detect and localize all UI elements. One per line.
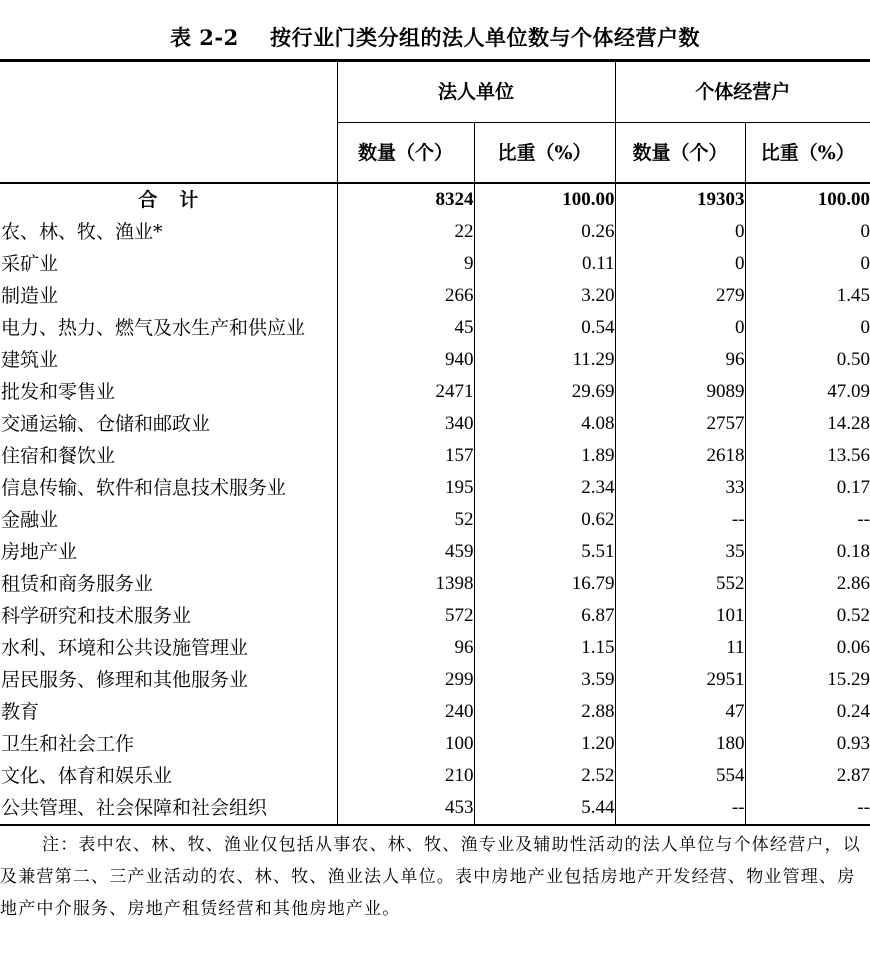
- table-row: [0, 280, 870, 312]
- industry-label: 教育: [1, 701, 40, 723]
- individual-share-cell: --: [745, 504, 870, 536]
- industry-label: 电力、热力、燃气及水生产和供应业: [1, 317, 306, 339]
- table-row: [0, 312, 870, 344]
- table-row: [0, 792, 870, 825]
- individual-count-cell: 96: [615, 344, 745, 376]
- legal-count-cell: 453: [337, 792, 474, 825]
- individual-count-cell: 0: [615, 248, 745, 280]
- table-title: 表 2-2 按行业门类分组的法人单位数与个体经营户数: [170, 25, 700, 50]
- individual-count-cell: 279: [615, 280, 745, 312]
- industry-label: 居民服务、修理和其他服务业: [1, 669, 249, 691]
- total-legal-count: 8324: [337, 183, 474, 216]
- legal-count-cell: 2471: [337, 376, 474, 408]
- table-row: [0, 216, 870, 248]
- individual-count-cell: 0: [615, 312, 745, 344]
- individual-count-cell: 101: [615, 600, 745, 632]
- table-body: [0, 183, 870, 825]
- legal-share-cell: 0.26: [474, 216, 615, 248]
- legal-share-cell: 29.69: [474, 376, 615, 408]
- individual-count-cell: 552: [615, 568, 745, 600]
- table-row: [0, 760, 870, 792]
- table-row: [0, 536, 870, 568]
- industry-label: 科学研究和技术服务业: [1, 605, 192, 627]
- legal-count-cell: 240: [337, 696, 474, 728]
- table-row: [0, 376, 870, 408]
- individual-count-cell: --: [615, 792, 745, 825]
- legal-share-cell: 0.62: [474, 504, 615, 536]
- industry-label: 卫生和社会工作: [1, 733, 135, 755]
- table-group-header-row: [0, 61, 870, 123]
- legal-count-cell: 22: [337, 216, 474, 248]
- individual-share-cell: 2.86: [745, 568, 870, 600]
- individual-count-cell: 180: [615, 728, 745, 760]
- legal-count-cell: 266: [337, 280, 474, 312]
- group-header-individual-households: 个体经营户: [615, 61, 870, 123]
- legal-count-cell: 459: [337, 536, 474, 568]
- legal-count-cell: 52: [337, 504, 474, 536]
- legal-count-cell: 9: [337, 248, 474, 280]
- legal-share-cell: 5.51: [474, 536, 615, 568]
- table-row: [0, 344, 870, 376]
- table-row: [0, 632, 870, 664]
- individual-count-cell: 554: [615, 760, 745, 792]
- industry-label: 房地产业: [1, 541, 78, 563]
- individual-count-cell: 9089: [615, 376, 745, 408]
- legal-count-cell: 195: [337, 472, 474, 504]
- legal-count-cell: 96: [337, 632, 474, 664]
- industry-label: 制造业: [1, 285, 59, 307]
- industry-label: 建筑业: [1, 349, 59, 371]
- individual-count-cell: 2951: [615, 664, 745, 696]
- legal-share-cell: 3.59: [474, 664, 615, 696]
- table-row: [0, 408, 870, 440]
- individual-share-cell: 0.18: [745, 536, 870, 568]
- legal-share-cell: 1.15: [474, 632, 615, 664]
- legal-share-cell: 1.20: [474, 728, 615, 760]
- total-individual-count: 19303: [615, 183, 745, 216]
- individual-share-cell: 13.56: [745, 440, 870, 472]
- individual-share-cell: 2.87: [745, 760, 870, 792]
- table-row: [0, 728, 870, 760]
- legal-count-cell: 157: [337, 440, 474, 472]
- table-row: [0, 696, 870, 728]
- individual-share-cell: 0.50: [745, 344, 870, 376]
- group-header-legal-units: 法人单位: [337, 61, 615, 123]
- individual-count-cell: 2757: [615, 408, 745, 440]
- legal-share-cell: 1.89: [474, 440, 615, 472]
- table-row: [0, 248, 870, 280]
- legal-share-cell: 3.20: [474, 280, 615, 312]
- legal-share-cell: 16.79: [474, 568, 615, 600]
- individual-share-cell: 47.09: [745, 376, 870, 408]
- legal-share-cell: 6.87: [474, 600, 615, 632]
- individual-share-cell: 0: [745, 248, 870, 280]
- individual-share-cell: 0.52: [745, 600, 870, 632]
- individual-count-cell: 11: [615, 632, 745, 664]
- individual-share-cell: 0.06: [745, 632, 870, 664]
- col-header-individual-count: 数量（个）: [615, 123, 745, 184]
- individual-share-cell: 0: [745, 312, 870, 344]
- table-row: [0, 568, 870, 600]
- legal-count-cell: 299: [337, 664, 474, 696]
- statistics-table: [0, 59, 870, 826]
- header-corner-cell: [0, 61, 337, 184]
- individual-share-cell: 0.17: [745, 472, 870, 504]
- total-row: [0, 183, 870, 216]
- legal-count-cell: 572: [337, 600, 474, 632]
- individual-count-cell: 2618: [615, 440, 745, 472]
- industry-label: 批发和零售业: [1, 381, 116, 403]
- individual-count-cell: --: [615, 504, 745, 536]
- table-row: [0, 504, 870, 536]
- total-individual-share: 100.00: [745, 183, 870, 216]
- industry-label: 住宿和餐饮业: [1, 445, 116, 467]
- individual-share-cell: --: [745, 792, 870, 825]
- individual-count-cell: 0: [615, 216, 745, 248]
- legal-share-cell: 2.34: [474, 472, 615, 504]
- legal-share-cell: 0.54: [474, 312, 615, 344]
- industry-label: 信息传输、软件和信息技术服务业: [1, 477, 287, 499]
- industry-label: 文化、体育和娱乐业: [1, 765, 173, 787]
- legal-count-cell: 100: [337, 728, 474, 760]
- individual-count-cell: 33: [615, 472, 745, 504]
- legal-share-cell: 5.44: [474, 792, 615, 825]
- industry-label: 农、林、牧、渔业*: [1, 221, 163, 243]
- legal-share-cell: 4.08: [474, 408, 615, 440]
- individual-count-cell: 47: [615, 696, 745, 728]
- legal-count-cell: 940: [337, 344, 474, 376]
- individual-share-cell: 14.28: [745, 408, 870, 440]
- industry-label: 交通运输、仓储和邮政业: [1, 413, 211, 435]
- individual-share-cell: 0.24: [745, 696, 870, 728]
- legal-share-cell: 11.29: [474, 344, 615, 376]
- legal-count-cell: 1398: [337, 568, 474, 600]
- table-row: [0, 664, 870, 696]
- industry-label: 水利、环境和公共设施管理业: [1, 637, 249, 659]
- legal-share-cell: 0.11: [474, 248, 615, 280]
- col-header-legal-share: 比重（%）: [474, 123, 615, 184]
- total-legal-share: 100.00: [474, 183, 615, 216]
- individual-share-cell: 0.93: [745, 728, 870, 760]
- legal-share-cell: 2.52: [474, 760, 615, 792]
- legal-count-cell: 45: [337, 312, 474, 344]
- industry-label: 金融业: [1, 509, 59, 531]
- individual-share-cell: 1.45: [745, 280, 870, 312]
- table-footnote: 注：表中农、林、牧、渔业仅包括从事农、林、牧、渔专业及辅助性活动的法人单位与个体经营户，以及兼营第二、三产业活动的农、林、牧、渔业法人单位。表中房地产业包括房地产开发经营、物业管理、房地产中介服务、房地产租赁经营和其他房地产业。: [0, 835, 861, 919]
- individual-share-cell: 0: [745, 216, 870, 248]
- table-row: [0, 600, 870, 632]
- table-row: [0, 440, 870, 472]
- industry-label: 租赁和商务服务业: [1, 573, 154, 595]
- col-header-individual-share: 比重（%）: [745, 123, 870, 184]
- individual-share-cell: 15.29: [745, 664, 870, 696]
- legal-share-cell: 2.88: [474, 696, 615, 728]
- total-label: 合计: [138, 189, 221, 211]
- legal-count-cell: 210: [337, 760, 474, 792]
- industry-label: 公共管理、社会保障和社会组织: [0, 792, 337, 825]
- table-row: [0, 472, 870, 504]
- col-header-legal-count: 数量（个）: [337, 123, 474, 184]
- individual-count-cell: 35: [615, 536, 745, 568]
- legal-count-cell: 340: [337, 408, 474, 440]
- industry-label: 采矿业: [1, 253, 59, 275]
